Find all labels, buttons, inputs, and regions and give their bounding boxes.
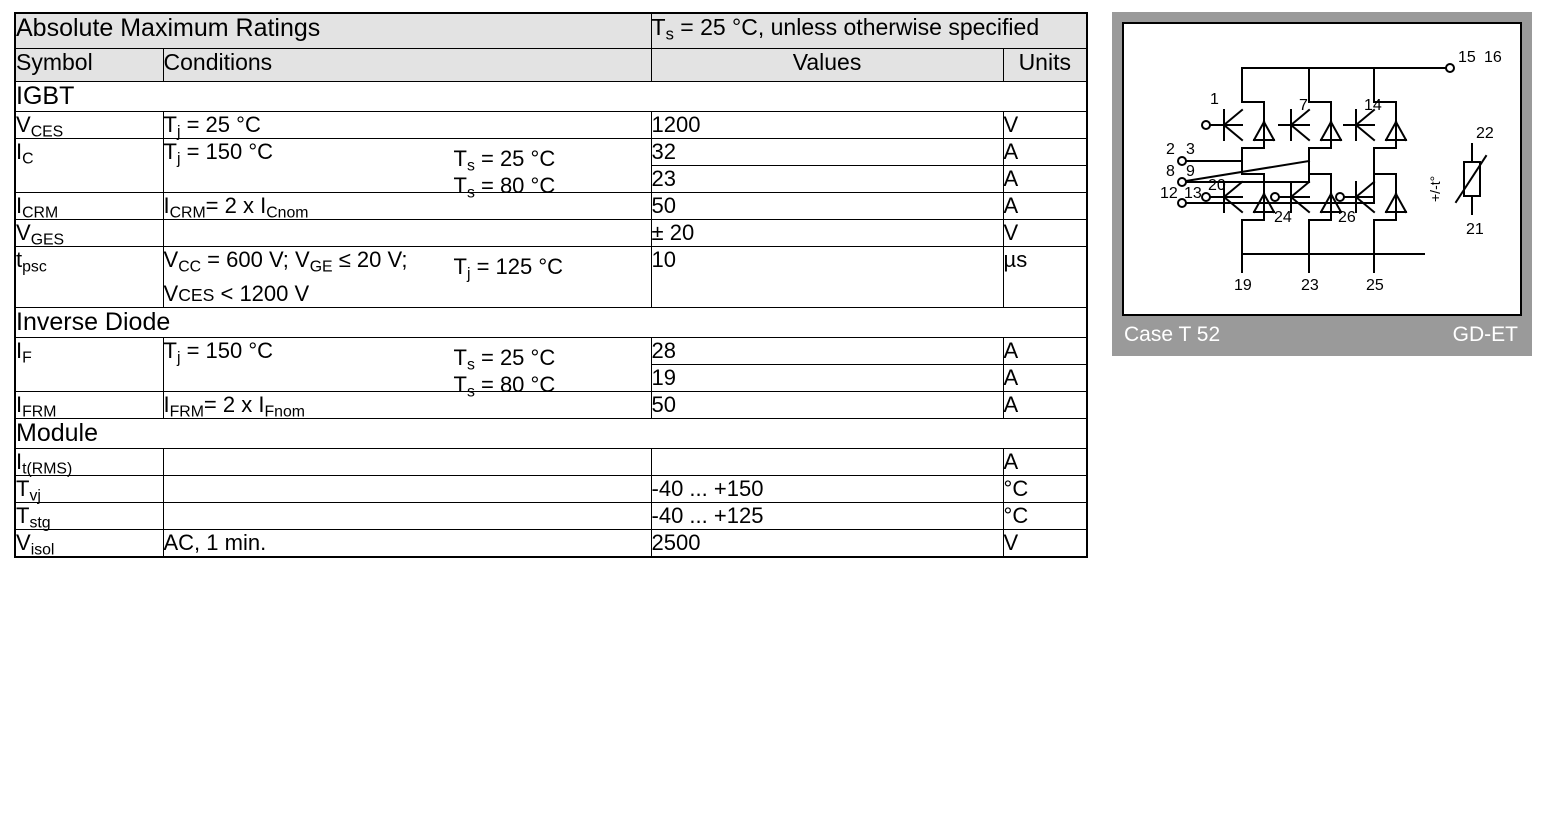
pin-label-2: 2: [1166, 141, 1175, 158]
row-conditions: [163, 503, 651, 530]
row-unit: °C: [1003, 476, 1087, 503]
column-header-units: Units: [1003, 49, 1087, 82]
table-row: [15, 166, 1087, 193]
circuit-diagram: [1122, 22, 1522, 316]
row-unit: °C: [1003, 503, 1087, 530]
case-label: Case T 52: [1124, 323, 1221, 346]
pin-label-13: 13: [1184, 185, 1202, 202]
row-value: ± 20: [651, 220, 1003, 247]
row-symbol: $I_C$: [15, 139, 163, 166]
section-row-module: [15, 419, 1087, 449]
table-row: [15, 449, 1087, 476]
circuit-diagram-svg: [1124, 24, 1520, 310]
row-value: 50: [651, 193, 1003, 220]
row-value: 2500: [651, 530, 1003, 558]
pin-label-7: 7: [1299, 97, 1308, 114]
row-unit: V: [1003, 530, 1087, 558]
pin-label-12: 12: [1160, 185, 1178, 202]
row-unit: V: [1003, 112, 1087, 139]
table-row: [15, 112, 1087, 139]
table-row: [15, 247, 1087, 308]
table-row: [15, 139, 1087, 166]
pin-label-21: 21: [1466, 221, 1484, 238]
row-symbol: $I_{t(RMS)}$: [15, 449, 163, 476]
row-unit: A: [1003, 166, 1087, 193]
row-symbol: $I_F$: [15, 338, 163, 365]
row-unit: A: [1003, 193, 1087, 220]
row-symbol: $T_{stg}$: [15, 503, 163, 530]
absolute-maximum-ratings-table: [14, 12, 1088, 558]
row-conditions: [163, 476, 651, 503]
row-conditions: [163, 449, 651, 476]
pin-label-24: 24: [1274, 209, 1292, 226]
row-symbol: $I_{FRM}$: [15, 392, 163, 419]
pin-label-22: 22: [1476, 125, 1494, 142]
row-unit: µs: [1003, 247, 1087, 308]
row-value: 28: [651, 338, 1003, 365]
schematic-panel: [1112, 12, 1532, 356]
row-conditions: [163, 220, 651, 247]
title-condition: $T_s = 25$ °C, unless otherwise specified: [651, 13, 1087, 49]
row-unit: A: [1003, 449, 1087, 476]
row-conditions: $V_{CC} = 600$ V; $V_{GE} \le 20$ V; $T_j = 125$ °C VCES < 1200 V: [163, 247, 651, 308]
row-value: 1200: [651, 112, 1003, 139]
pin-label-25: 25: [1366, 277, 1384, 294]
table-row: [15, 338, 1087, 365]
table-row: [15, 392, 1087, 419]
row-unit: A: [1003, 139, 1087, 166]
table-title-row: [15, 13, 1087, 49]
row-value: 19: [651, 365, 1003, 392]
table-row: [15, 530, 1087, 558]
section-title-inverse-diode: Inverse Diode: [15, 308, 1087, 338]
row-value: -40 ... +125: [651, 503, 1003, 530]
row-conditions: $I_{FRM}= 2$ x $I_{Fnom}$: [163, 392, 651, 419]
section-row-igbt: [15, 82, 1087, 112]
row-value: 10: [651, 247, 1003, 308]
table-row: [15, 193, 1087, 220]
row-unit: A: [1003, 365, 1087, 392]
row-symbol: $t_{psc}$: [15, 247, 163, 308]
table-row: [15, 365, 1087, 392]
row-symbol: $T_{vj}$: [15, 476, 163, 503]
row-symbol: $V_{CES}$: [15, 112, 163, 139]
table-row: [15, 476, 1087, 503]
row-unit: V: [1003, 220, 1087, 247]
pin-label-26: 26: [1338, 209, 1356, 226]
row-symbol: $V_{isol}$: [15, 530, 163, 558]
row-conditions: AC, 1 min.: [163, 530, 651, 558]
column-header-values: Values: [651, 49, 1003, 82]
table-row: [15, 220, 1087, 247]
row-conditions: $T_s = 80$ °C: [163, 166, 651, 193]
section-title-module: Module: [15, 419, 1087, 449]
thermistor-label: +/-t°: [1427, 175, 1443, 202]
row-value: 32: [651, 139, 1003, 166]
circuit-label: GD-ET: [1452, 323, 1518, 346]
row-value: 23: [651, 166, 1003, 193]
section-row-inverse-diode: [15, 308, 1087, 338]
row-symbol: $V_{GES}$: [15, 220, 163, 247]
row-conditions: $T_j = 150$ °C $T_s = 25$ °C: [163, 139, 651, 166]
pin-label-9: 9: [1186, 163, 1195, 180]
pin-label-19: 19: [1234, 277, 1252, 294]
row-symbol: $I_{CRM}$: [15, 193, 163, 220]
section-title-igbt: IGBT: [15, 82, 1087, 112]
pin-label-20: 20: [1208, 177, 1226, 194]
page-title: Absolute Maximum Ratings: [15, 13, 651, 49]
pin-label-1: 1: [1210, 91, 1219, 108]
table-header-row: [15, 49, 1087, 82]
row-conditions: $T_j = 25$ °C: [163, 112, 651, 139]
row-value: 50: [651, 392, 1003, 419]
row-value: -40 ... +150: [651, 476, 1003, 503]
pin-label-8: 8: [1166, 163, 1175, 180]
table-row: [15, 503, 1087, 530]
pin-label-16: 16: [1484, 49, 1502, 66]
column-header-symbol: Symbol: [15, 49, 163, 82]
schematic-caption: [1112, 320, 1532, 356]
row-conditions: $I_{CRM}= 2$ x $I_{Cnom}$: [163, 193, 651, 220]
row-conditions: $T_j = 150$ °C $T_s = 25$ °C: [163, 338, 651, 365]
pin-label-14: 14: [1364, 97, 1382, 114]
column-header-conditions: Conditions: [163, 49, 651, 82]
pin-label-3: 3: [1186, 141, 1195, 158]
pin-label-15: 15: [1458, 49, 1476, 66]
row-symbol: [15, 365, 163, 392]
row-symbol: [15, 166, 163, 193]
row-value: [651, 449, 1003, 476]
row-unit: A: [1003, 392, 1087, 419]
row-conditions: $T_s = 80$ °C: [163, 365, 651, 392]
pin-label-23: 23: [1301, 277, 1319, 294]
row-unit: A: [1003, 338, 1087, 365]
